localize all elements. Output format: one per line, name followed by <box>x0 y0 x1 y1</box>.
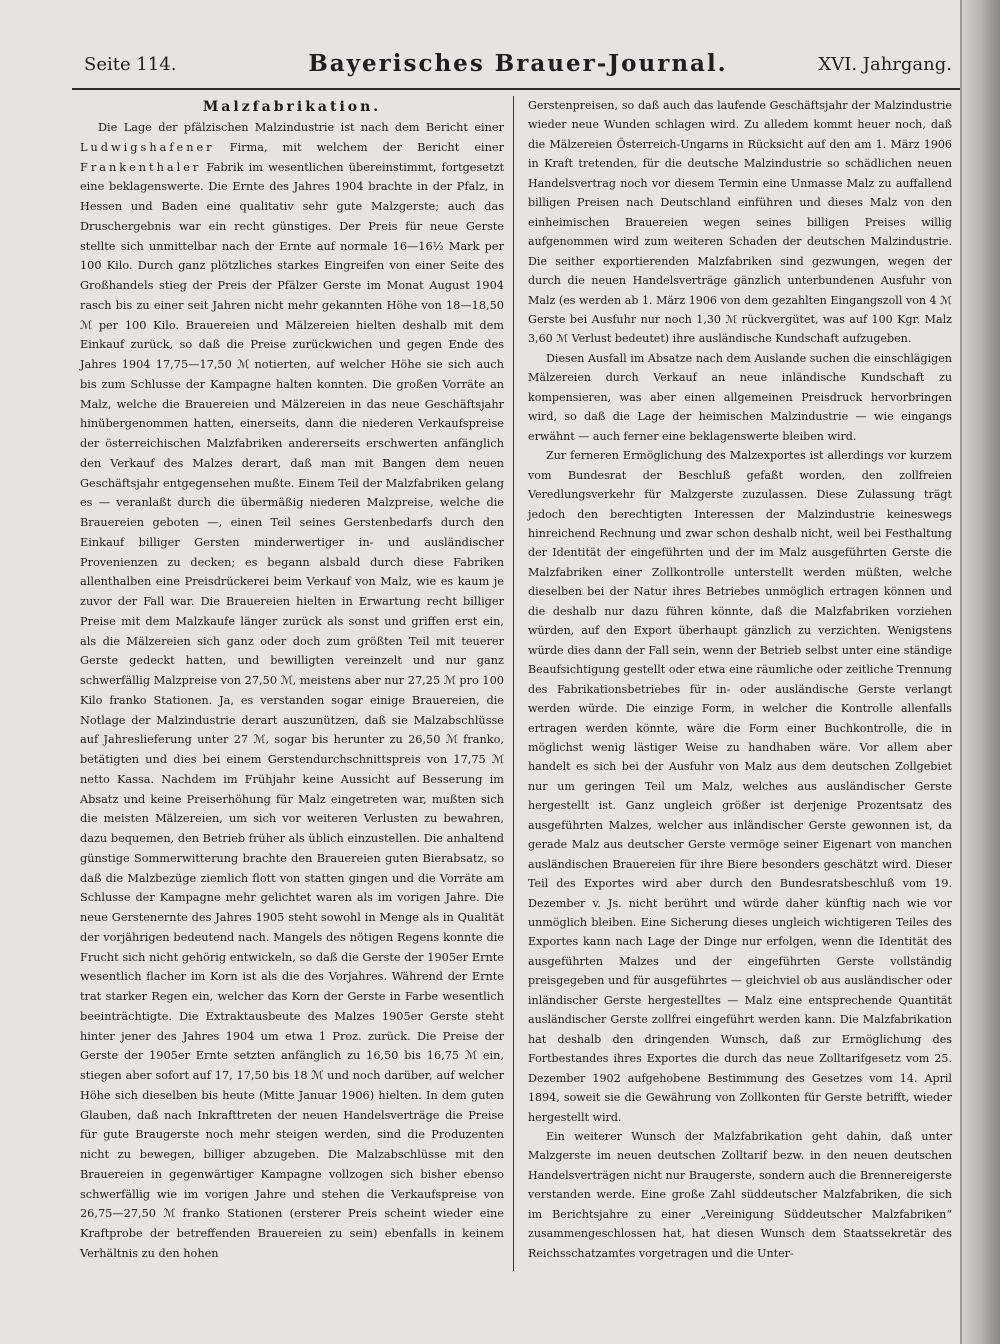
company-name: Frankenthaler <box>80 160 202 174</box>
article-paragraph: Diesen Ausfall im Absatze nach dem Auslande suchen die einschlägigen Mälzereien durch Verkauf an neue inländische Kundschaft zu kompensieren, was aber einen allgemeinen Preisdruck hervorbringen wird, so daß die Lage der heimischen Malzindustrie — wie eingangs erwähnt — auch ferner eine beklagenswerte bleiben wird. <box>528 351 952 443</box>
company-name: Ludwigshafener <box>80 140 215 154</box>
column-divider <box>513 96 514 1271</box>
journal-title: Bayerisches Brauer-Journal. <box>308 50 728 77</box>
header-rule <box>72 88 960 90</box>
binding-shadow <box>962 0 1000 1344</box>
left-column <box>80 96 504 1264</box>
paragraph-text: Fabrik im wesentlichen übereinstimmt, fortgesetzt eine beklagenswerte. Die Ernte des Jahres 1904 brachte in der Pfalz, in Hessen und Baden eine qualitativ sehr gute Malzgerste; auch das Druschergebnis war ein recht günstiges. Der Preis für neue Gerste stellte sich unmittelbar nach der Ernte auf normale 16—16½ Mark per 100 Kilo. Durch ganz plötzliches starkes Eingreifen von einer Seite des Großhandels stieg der Preis der Pfälzer Gerste im Monat August 1904 rasch bis zu einer seit Jahren nicht mehr gekannten Höhe von 18—18,50 ℳ per 100 Kilo. Brauereien und Mälzereien hielten deshalb mit dem Einkauf zurück, so daß die Preise zurückwichen und gegen Ende des Jahres 1904 17,75—17,50 ℳ notierten, auf welcher Höhe sie sich auch bis zum Schlusse der Kampagne halten konnten. Die großen Vorräte an Malz, welche die Brauereien und Mälzereien in das neue Geschäftsjahr hinübergenommen hatten, einerseits, dann die niederen Verkaufspreise der österreichischen Malzfabriken andererseits erschwerten anfänglich den Verkauf des Malzes derart, daß man mit Bangen dem neuen Geschäftsjahr entgegensehen mußte. Einem Teil der Malzfabriken gelang es — veranlaßt durch die übermäßig niederen Malzpreise, welche die Brauereien geboten —, einen Teil seines Gerstenbedarfs durch den Einkauf billiger Gersten minderwertiger in- und ausländischer Provenienzen zu decken; es begann alsbald durch diese Fabriken allenthalben eine Preisdrückerei beim Verkauf von Malz, wie es kaum je zuvor der Fall war. Die Brauereien hielten in Erwartung recht billiger Preise mit dem Malzkaufe länger zurück als sonst und griffen erst ein, als die Mälzereien sich ganz oder doch zum größten Teil mit teuerer Gerste gedeckt hatten, und bewilligten vereinzelt und nur ganz schwerfällig Malzpreise von 27,50 ℳ, meistens aber nur 27,25 ℳ pro 100 Kilo franko Stationen. Ja, es verstanden sogar einige Brauereien, die Notlage der Malzindustrie derart auszunützen, daß sie Malzabschlüsse auf Jahreslieferung unter 27 ℳ, sogar bis herunter zu 26,50 ℳ franko, betätigten und dies bei einem Gerstendurchschnittspreis von 17,75 ℳ netto Kassa. Nachdem im Frühjahr keine Aussicht auf Besserung im Absatz und keine Preiserhöhung für Malz eingetreten war, mußten sich die meisten Mälzereien, um sich vor weiteren Verlusten zu bewahren, dazu bequemen, den Betrieb früher als üblich einzustellen. Die anhaltend günstige Sommerwitterung brachte den Brauereien guten Bierabsatz, so daß die Malzbezüge ziemlich flott von statten gingen und die Vorräte am Schlusse der Kampagne mehr gelichtet waren als im vorigen Jahre. Die neue Gerstenernte des Jahres 1905 steht sowohl in Menge als in Qualität der vorjährigen bedeutend nach. Mangels des nötigen Regens konnte die Frucht sich nicht gehörig entwickeln, so daß die Gerste der 1905er Ernte wesentlich flacher im Korn ist als die des Vorjahres. Während der Ernte trat starker Regen ein, welcher das Korn der Gerste in Farbe wesentlich beeinträchtigte. Die Extraktausbeute des Malzes 1905er Gerste steht hinter jener des Jahres 1904 um etwa 1 Proz. zurück. Die Preise der Gerste der 1905er Ernte setzten anfänglich zu 16,50 bis 16,75 ℳ ein, stiegen aber sofort auf 17, 17,50 bis 18 ℳ und noch darüber, auf welcher Höhe sich dieselben bis heute (Mitte Januar 1906) hielten. In dem guten Glauben, daß nach Inkrafttreten der neuen Handelsverträge die Preise für gute Braugerste noch mehr steigen werden, sind die Produzenten nicht zu bewegen, billiger abzugeben. Die Malzabschlüsse mit den Brauereien in gegenwärtiger Kampagne vollzogen sich bisher ebenso schwerfällig wie im vorigen Jahre und stehen die Verkaufspreise von 26,75—27,50 ℳ franko Stationen (ersterer Preis scheint wieder eine Kraftprobe der betreffenden Brauereien zu sein) ebenfalls in keinem Verhältnis zu den hohen <box>80 160 504 1260</box>
right-column <box>528 96 952 1263</box>
article-paragraph: Gerstenpreisen, so daß auch das laufende Geschäftsjahr der Malzindustrie wieder neue Wunden schlagen wird. Zu alledem kommt heuer noch, daß die Mälzereien Österreich-Ungarns in Rücksicht auf den am 1. März 1906 in Kraft tretenden, für die deutsche Malzindustrie so schädlichen neuen Handelsvertrag noch vor diesem Termin eine Unmasse Malz zu auffallend billigen Preisen nach Deutschland einführen und dieses Malz von den einheimischen Brauereien wegen seines billigen Preises willig aufgenommen wird zum weiteren Schaden der deutschen Malzindustrie. Die seither exportierenden Malzfabriken sind gezwungen, wegen der durch die neuen Handelsverträge gänzlich unterbundenen Ausfuhr von Malz (es werden ab 1. März 1906 von dem gezahlten Eingangszoll von 4 ℳ Gerste bei Ausfuhr nur noch 1,30 ℳ rückvergütet, was auf 100 Kgr. Malz 3,60 ℳ Verlust bedeutet) ihre ausländische Kundschaft aufzugeben. <box>528 99 952 346</box>
article-paragraph <box>80 118 504 1264</box>
paragraph-text: Firma, mit welchem der Bericht einer <box>229 140 504 154</box>
paragraph-lead: Die Lage der pfälzischen Malzindustrie ist nach dem Bericht einer <box>98 121 504 134</box>
volume-label: XVI. Jahrgang. <box>818 54 952 75</box>
page-header <box>84 44 952 86</box>
page-number: Seite 114. <box>84 54 177 75</box>
article-paragraph: Ein weiterer Wunsch der Malzfabrikation geht dahin, daß unter Malzgerste im neuen deutschen Zolltarif bezw. in den neuen deutschen Handelsverträgen nicht nur Braugerste, sondern auch die Brennereigerste verstanden werde. Eine große Zahl süddeutscher Malzfabriken, die sich im Berichtsjahre zu einer „Vereinigung Süddeutscher Malzfabriken“ zusammengeschlossen hat, hat diesen Wunsch dem Staatssekretär des Reichsschatzamtes vorgetragen und die Unter- <box>528 1130 952 1260</box>
section-title: Malzfabrikation. <box>202 99 382 115</box>
article-paragraph: Zur ferneren Ermöglichung des Malzexportes ist allerdings vor kurzem vom Bundesrat der Beschluß gefaßt worden, den zollfreien Veredlungsverkehr für Malzgerste zuzulassen. Diese Zulassung trägt jedoch den berechtigten Interessen der Malzindustrie keineswegs hinreichend Rechnung und zwar schon deshalb nicht, weil bei Festhaltung der Identität der eingeführten und der im Malz ausgeführten Gerste die Malzfabriken einer Zollkontrolle unterstellt werden müßten, welche dieselben bei der Natur ihres Betriebes unmöglich ertragen können und die deshalb nur dazu führen könnte, daß die Malzfabriken vorziehen würden, auf den Export überhaupt gänzlich zu verzichten. Wenigstens würde dies dann der Fall sein, wenn der Betrieb selbst unter eine ständige Beaufsichtigung gestellt oder etwa eine räumliche oder zeitliche Trennung des Fabrikationsbetriebes für in- oder ausländische Gerste verlangt werden würde. Die einzige Form, in welcher die Kontrolle allenfalls ertragen werden könnte, wäre die Form einer Buchkontrolle, die in möglichst wenig lästiger Weise zu handhaben wäre. Vor allem aber handelt es sich bei der Ausfuhr von Malz aus dem deutschen Zollgebiet nur um geringen Teil um Malz, welches aus ausländischer Gerste hergestellt ist. Ganz ungleich größer ist derjenige Prozentsatz des ausgeführten Malzes, welcher aus inländischer Gerste gewonnen ist, da gerade Malz aus deutscher Gerste vermöge seiner Eigenart von manchen ausländischen Brauereien für ihre Biere besonders geschätzt wird. Dieser Teil des Exportes wird aber durch den Bundesratsbeschluß vom 19. Dezember v. Js. nicht berührt und würde daher künftig nach wie vor unmöglich bleiben. Eine Sicherung dieses ungleich wichtigeren Teiles des Exportes kann nach Lage der Dinge nur erfolgen, wenn die Identität des ausgeführten Malzes und der eingeführten Gerste vollständig preisgegeben und für ausgeführtes — gleichviel ob aus ausländischer oder inländischer Gerste hergestelltes — Malz eine entsprechende Quantität ausländischer Gerste zollfrei eingeführt werden kann. Die Malzfabrikation hat deshalb den dringenden Wunsch, daß zur Ermöglichung des Fortbestandes ihres Exportes die durch das neue Zolltarifgesetz vom 25. Dezember 1902 aufgehobene Bestimmung des Gesetzes vom 14. April 1894, soweit sie die Gewährung von Zollkonten für Gerste betrifft, wieder hergestellt wird. <box>528 449 952 1124</box>
